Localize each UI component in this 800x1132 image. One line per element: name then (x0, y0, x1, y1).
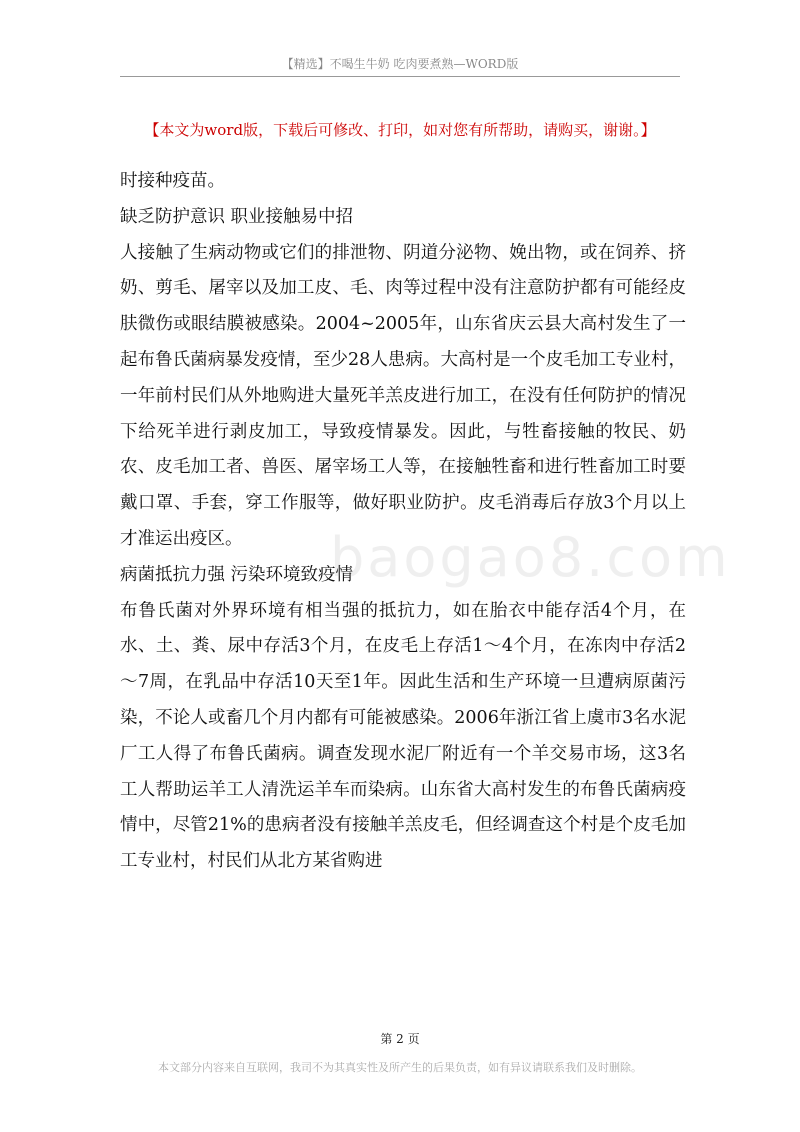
document-body (120, 164, 686, 880)
section-heading-occupational: 缺乏防护意识 职业接触易中招 (120, 206, 354, 227)
paragraph-environment-resistance: 布鲁氏菌对外界环境有相当强的抵抗力，如在胎衣中能存活4个月，在水、土、粪、尿中存活3个月，在皮毛上存活1～4个月，在冻肉中存活2～7周，在乳品中存活10天至1年。因此生活和生产环境一旦遭病原菌污染，不论人或畜几个月内都有可能被感染。2006年浙江省上虞市3名水泥厂工人得了布鲁氏菌病。调查发现水泥厂附近有一个羊交易市场，这3名工人帮助运羊工人清洗运羊车而染病。山东省大高村发生的布鲁氏菌病疫情中，尽管21%的患病者没有接触羊羔皮毛，但经调查这个村是个皮毛加工专业村，村民们从北方某省购进 (120, 600, 686, 872)
page-footer-disclaimer: 本文部分内容来自互联网，我司不为其真实性及所产生的后果负责，如有异议请联系我们及时删除。 (158, 1061, 642, 1074)
paragraph-continuation: 时接种疫苗。 (120, 171, 225, 191)
watermark-text: baogao8.com (330, 526, 731, 589)
header-divider (120, 76, 680, 77)
paragraph-occupational-exposure: 人接触了生病动物或它们的排泄物、阴道分泌物、娩出物，或在饲养、挤奶、剪毛、屠宰以及加工皮、毛、肉等过程中没有注意防护都有可能经皮肤微伤或眼结膜被感染。2004~2005年，山东省庆云县大高村发生了一起布鲁氏菌病暴发疫情，至少28人患病。大高村是一个皮毛加工专业村，一年前村民们从外地购进大量死羊羔皮进行加工，在没有任何防护的情况下给死羊进行剥皮加工，导致疫情暴发。因此，与牲畜接触的牧民、奶农、皮毛加工者、兽医、屠宰场工人等，在接触牲畜和进行牲畜加工时要戴口罩、手套，穿工作服等，做好职业防护。皮毛消毒后存放3个月以上才准运出疫区。 (120, 242, 686, 549)
section-heading-environment: 病菌抵抗力强 污染环境致疫情 (120, 564, 354, 585)
page-header: 【精选】不喝生牛奶 吃肉要煮熟—WORD版 (281, 57, 519, 71)
page-number: 第 2 页 (380, 1032, 420, 1046)
download-notice: 【本文为word版，下载后可修改、打印，如对您有所帮助，请购买，谢谢。】 (144, 121, 656, 139)
